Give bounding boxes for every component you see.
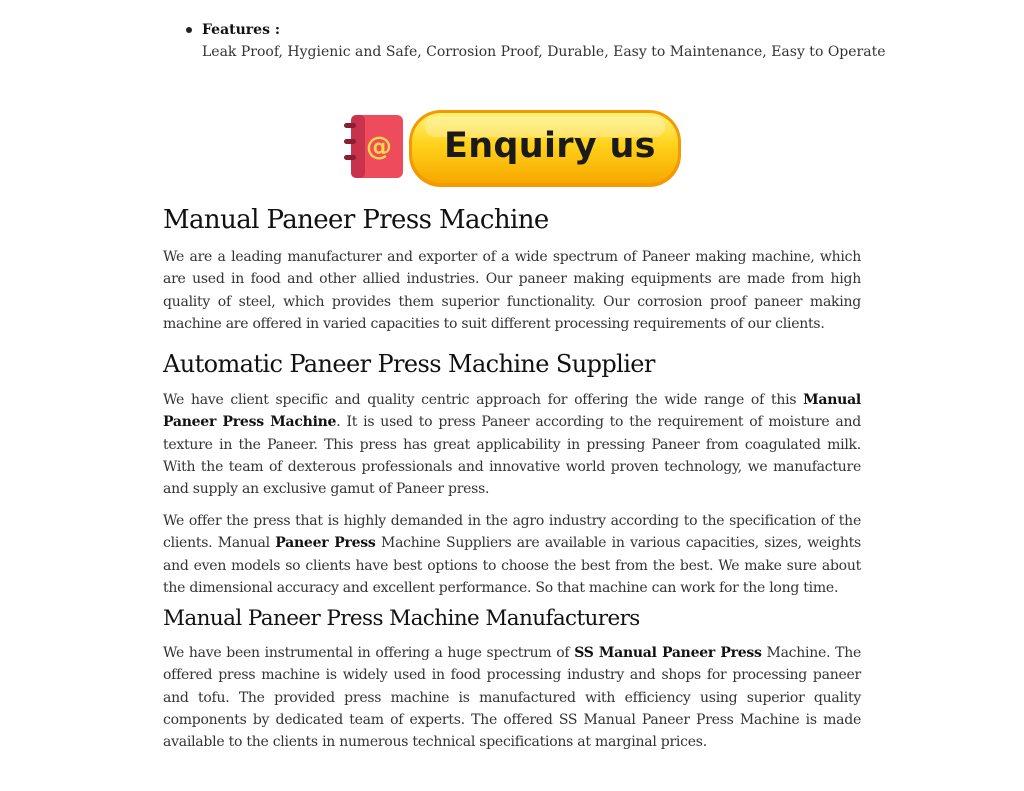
bold-link-ss-manual-paneer-press: SS Manual Paneer Press	[574, 645, 762, 661]
section-heading-manufacturers: Manual Paneer Press Machine Manufacturers	[163, 606, 640, 631]
svg-text:@: @	[366, 132, 392, 162]
text-run: Machine Suppliers are available in various capacities, sizes, weights and even models so clients have best options to choose the best from the best. We make sure about the dimensional accuracy and excellent performance. So that machine can work for the long time.	[163, 535, 861, 596]
section2-paragraph-1	[163, 389, 861, 500]
enquiry-button-label[interactable]: Enquiry us	[444, 126, 656, 166]
bold-link-paneer-press: Paneer Press	[275, 535, 376, 552]
features-value: Leak Proof, Hygienic and Safe, Corrosion Proof, Durable, Easy to Maintenance, Easy to Operate	[202, 44, 886, 60]
section2-paragraph-2	[163, 510, 861, 599]
text-run: . It is used to press Paneer according to the requirement of moisture and texture in the Paneer. This press has great applicability in pressing Paneer from coagulated milk. With the team of dexterous professionals and innovative world proven technology, we manufacture and supply an exclusive gamut of Paneer press.	[163, 414, 862, 498]
section-heading-automatic-supplier: Automatic Paneer Press Machine Supplier	[163, 350, 655, 378]
text-run: We have client specific and quality centric approach for offering the wide range of this	[163, 392, 804, 408]
text-run: Machine. The offered press machine is widely used in food processing industry and shops for processing paneer and tofu. The provided press machine is manufactured with efficiency using superior quality components by dedicated team of experts. The offered SS Manual Paneer Press Machine is made available to the clients in numerous technical specifications at marginal prices.	[163, 645, 861, 751]
address-book-icon	[344, 115, 403, 178]
text-run: We have been instrumental in offering a huge spectrum of	[163, 645, 575, 661]
text-run: We offer the press that is highly demanded in the agro industry according to the specification of the clients. Manual	[163, 513, 861, 552]
enquiry-button[interactable]	[343, 109, 683, 189]
section1-paragraph: We are a leading manufacturer and exporter of a wide spectrum of Paneer making machine, which are used in food and other allied industries. Our paneer making equipments are made from high quality of steel, which provides them superior functionality. Our corrosion proof paneer making machine are offered in varied capacities to suit different processing requirements of our clients.	[163, 249, 861, 332]
section3-paragraph	[163, 642, 861, 753]
bullet-icon	[186, 27, 192, 33]
bold-link-manual-paneer-press-machine: Manual Paneer Press Machine	[163, 392, 861, 431]
features-label: Features :	[202, 22, 281, 38]
section-heading-manual-paneer-press: Manual Paneer Press Machine	[163, 205, 549, 235]
